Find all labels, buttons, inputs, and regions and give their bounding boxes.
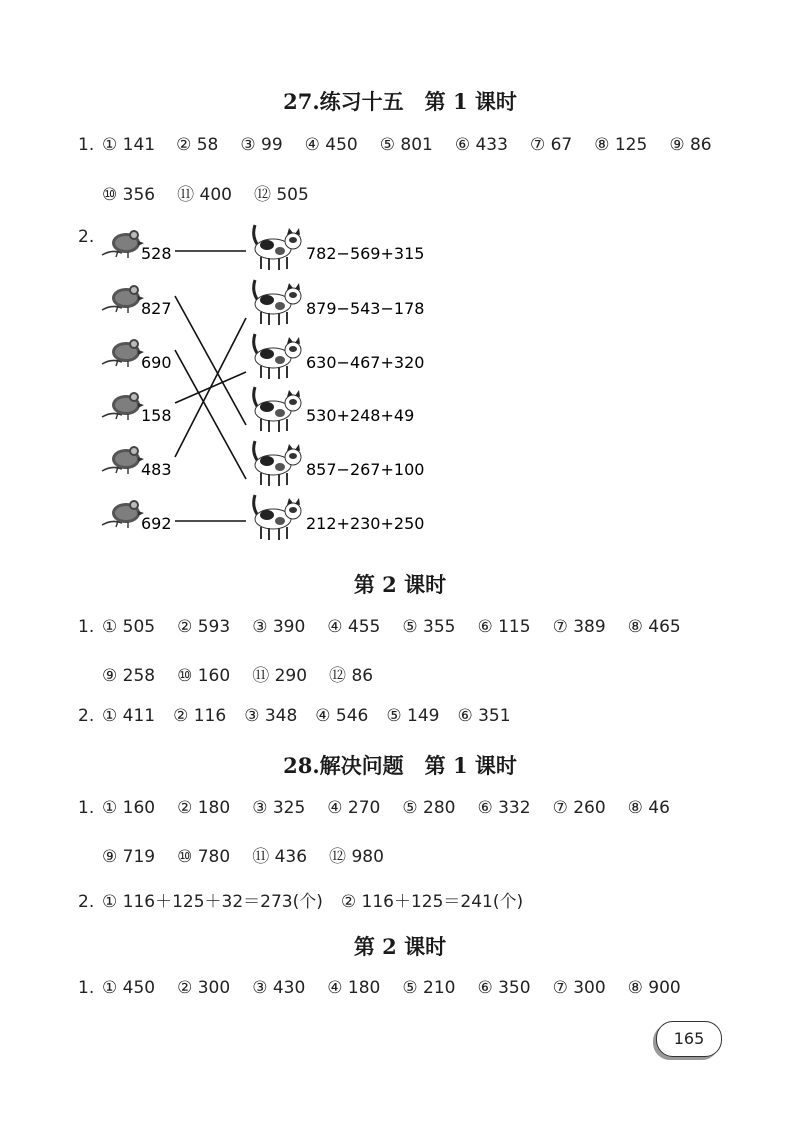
mouse-number: 827 — [141, 299, 172, 318]
cat-icon — [254, 441, 301, 486]
cat-icon — [254, 495, 301, 540]
section-title-4: 第 2 课时 — [353, 934, 447, 959]
mouse-number: 692 — [141, 514, 172, 533]
answer-item: ⑧ 465 — [627, 617, 681, 637]
answer-item: ⑧ 125 — [594, 135, 648, 155]
answer-item: ⑫ 86 — [329, 666, 374, 686]
answer-item: ③ 99 — [240, 135, 283, 155]
question-number: 2. — [78, 706, 95, 726]
answer-item: ② 593 — [177, 617, 231, 637]
answer-item: ⑩ 780 — [177, 847, 231, 867]
cat-expression: 879−543−178 — [306, 299, 425, 318]
cat-expression: 530+248+49 — [306, 406, 415, 425]
answer-item: ④ 270 — [327, 798, 381, 818]
answer-item: ④ 450 — [304, 135, 358, 155]
answer-item: ① 116＋125＋32＝273(个) — [102, 892, 323, 912]
mouse-icon — [102, 230, 144, 258]
answer-item: ⑦ 389 — [552, 617, 606, 637]
mouse-number: 690 — [141, 353, 172, 372]
question-number: 1. — [78, 798, 95, 818]
match-line — [175, 296, 246, 425]
cat-icon — [254, 280, 301, 325]
answer-item: ⑤ 210 — [402, 978, 456, 998]
answer-item: ③ 325 — [252, 798, 306, 818]
question-1-row-1 — [78, 798, 670, 818]
answer-item: ⑨ 258 — [102, 666, 156, 686]
answer-item: ⑫ 980 — [329, 847, 384, 867]
answer-item: ⑤ 801 — [379, 135, 433, 155]
question-number: 2. — [78, 227, 95, 247]
mouse-number: 528 — [141, 244, 172, 263]
answer-item: ⑩ 160 — [177, 666, 231, 686]
question-1-row-2 — [102, 661, 395, 686]
answer-item: ① 160 — [102, 798, 156, 818]
answer-item: ② 58 — [176, 135, 219, 155]
mouse-icon — [102, 285, 144, 313]
answer-item: ④ 455 — [327, 617, 381, 637]
answer-item: ① 505 — [102, 617, 156, 637]
answer-item: ③ 430 — [252, 978, 306, 998]
question-number: 1. — [78, 978, 95, 998]
answer-item: ⑥ 433 — [454, 135, 508, 155]
mouse-icon — [102, 392, 144, 420]
cat-icon — [254, 334, 301, 379]
answer-item: ⑤ 355 — [402, 617, 456, 637]
answer-item: ② 300 — [177, 978, 231, 998]
answer-item: ① 411 — [102, 706, 156, 726]
answer-item: ⑪ 290 — [252, 666, 308, 686]
answer-item: ② 116＋125＝241(个) — [340, 892, 524, 912]
answer-item: ⑦ 67 — [529, 135, 573, 155]
answer-item: ⑤ 149 — [386, 706, 440, 726]
answer-item: ⑥ 332 — [477, 798, 531, 818]
question-2-row — [78, 887, 545, 912]
cat-expression: 857−267+100 — [306, 460, 425, 479]
cat-icon — [254, 225, 301, 270]
answer-item: ② 180 — [177, 798, 231, 818]
section-title-1: 27.练习十五 第 1 课时 — [283, 89, 517, 114]
answer-item: ⑩ 356 — [102, 185, 156, 205]
answer-item: ⑥ 350 — [477, 978, 531, 998]
answer-item: ① 450 — [102, 978, 156, 998]
answer-item: ⑨ 719 — [102, 847, 156, 867]
answer-item: ⑪ 436 — [252, 847, 308, 867]
answer-item: ⑤ 280 — [402, 798, 456, 818]
answer-item: ③ 390 — [252, 617, 306, 637]
match-line — [175, 318, 246, 457]
cat-expression: 782−569+315 — [306, 244, 425, 263]
question-1-row-1 — [78, 617, 681, 637]
section-title-3: 28.解决问题 第 1 课时 — [283, 753, 517, 778]
answer-item: ① 141 — [102, 135, 156, 155]
section-title-2: 第 2 课时 — [353, 572, 447, 597]
answer-item: ⑫ 505 — [253, 185, 309, 205]
matching-exercise — [0, 0, 800, 560]
question-number: 1. — [78, 617, 95, 637]
page-number: 165 — [656, 1021, 722, 1057]
question-number: 1. — [78, 135, 95, 155]
question-1-row-2 — [102, 842, 406, 867]
answer-item: ⑧ 46 — [627, 798, 670, 818]
cat-expression: 212+230+250 — [306, 514, 425, 533]
cat-expression: 630−467+320 — [306, 353, 425, 372]
mouse-number: 158 — [141, 406, 172, 425]
answer-item: ⑦ 300 — [552, 978, 606, 998]
answer-item: ⑨ 86 — [669, 135, 712, 155]
question-2-row — [78, 706, 533, 726]
question-1-row-1 — [78, 978, 681, 998]
answer-item: ⑥ 351 — [457, 706, 511, 726]
answer-item: ④ 546 — [315, 706, 369, 726]
mouse-icon — [102, 500, 144, 528]
match-line — [175, 350, 246, 479]
answer-item: ⑧ 900 — [627, 978, 681, 998]
answer-item: ③ 348 — [244, 706, 298, 726]
answer-item: ⑪ 400 — [177, 185, 232, 205]
mouse-number: 483 — [141, 460, 172, 479]
mouse-icon — [102, 339, 144, 367]
mouse-icon — [102, 446, 144, 474]
cat-icon — [254, 387, 301, 432]
answer-item: ⑥ 115 — [477, 617, 531, 637]
question-number: 2. — [78, 892, 95, 912]
answer-item: ⑦ 260 — [552, 798, 606, 818]
answer-item: ④ 180 — [327, 978, 381, 998]
answer-item: ② 116 — [173, 706, 227, 726]
